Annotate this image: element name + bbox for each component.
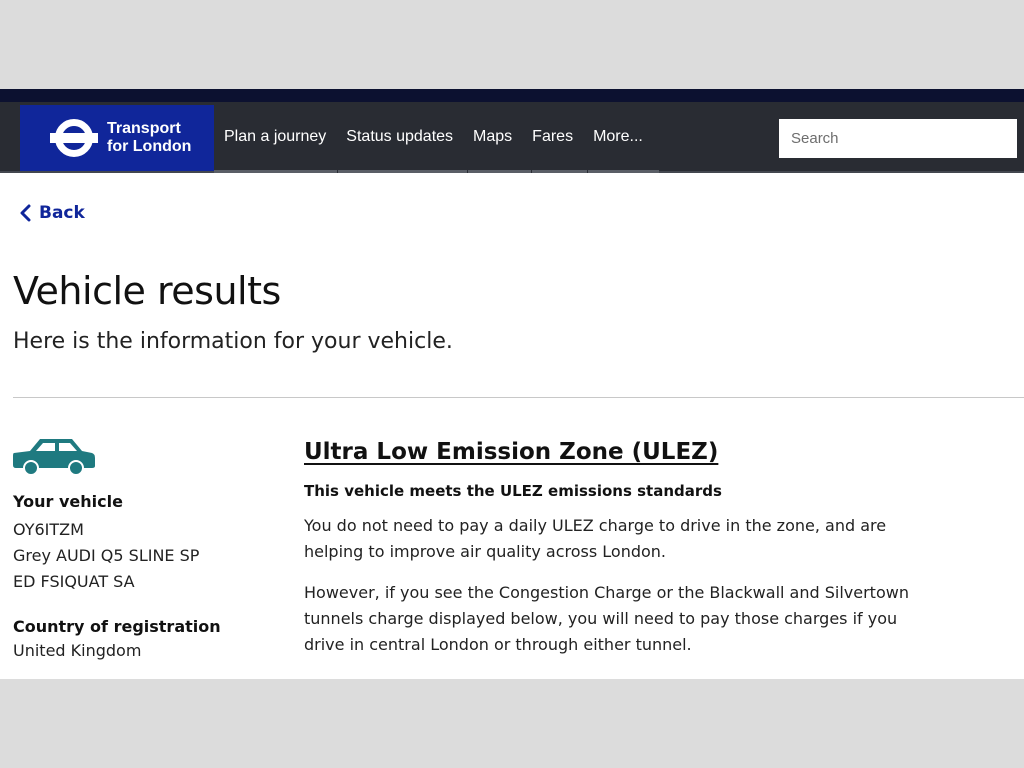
nav-more[interactable]: More... — [593, 127, 643, 145]
ulez-paragraph-1: You do not need to pay a daily ULEZ charge to drive in the zone, and are helping to improve air quality across London. — [304, 516, 887, 561]
chevron-left-icon — [19, 204, 31, 222]
country-value: United Kingdom — [13, 641, 142, 660]
ulez-status: This vehicle meets the ULEZ emissions standards — [304, 482, 722, 500]
logo-text — [107, 120, 191, 156]
vehicle-description-line-2: ED FSIQUAT SA — [13, 572, 135, 591]
nav-plan-a-journey[interactable]: Plan a journey — [224, 127, 327, 145]
ulez-paragraph-2: However, if you see the Congestion Charge or the Blackwall and Silvertown tunnels charge displayed below, you will need to pay those charges if you drive in central London or through either tunnel. — [304, 583, 909, 654]
back-label: Back — [39, 203, 85, 223]
section-divider — [13, 397, 1024, 398]
logo-line-2: for London — [107, 138, 192, 155]
nav-underline — [214, 170, 659, 173]
car-icon — [12, 436, 96, 476]
tfl-logo[interactable] — [20, 105, 214, 171]
logo-line-1: Transport — [107, 120, 181, 137]
nav-maps[interactable]: Maps — [473, 127, 513, 145]
page-lead: Here is the information for your vehicle. — [13, 329, 453, 354]
back-link[interactable] — [19, 203, 85, 223]
page-title: Vehicle results — [13, 269, 281, 313]
ulez-title-link[interactable]: Ultra Low Emission Zone (ULEZ) — [304, 439, 719, 465]
nav-fares[interactable]: Fares — [532, 127, 574, 145]
main-nav — [214, 102, 659, 171]
roundel-icon — [50, 118, 98, 158]
nav-status-updates[interactable]: Status updates — [346, 127, 454, 145]
country-heading: Country of registration — [13, 617, 221, 636]
page-viewport — [0, 89, 1024, 679]
vehicle-description-line-1: Grey AUDI Q5 SLINE SP — [13, 546, 200, 565]
search-input[interactable] — [779, 119, 1017, 158]
your-vehicle-heading: Your vehicle — [13, 492, 123, 511]
vehicle-registration: OY6ITZM — [13, 520, 84, 539]
